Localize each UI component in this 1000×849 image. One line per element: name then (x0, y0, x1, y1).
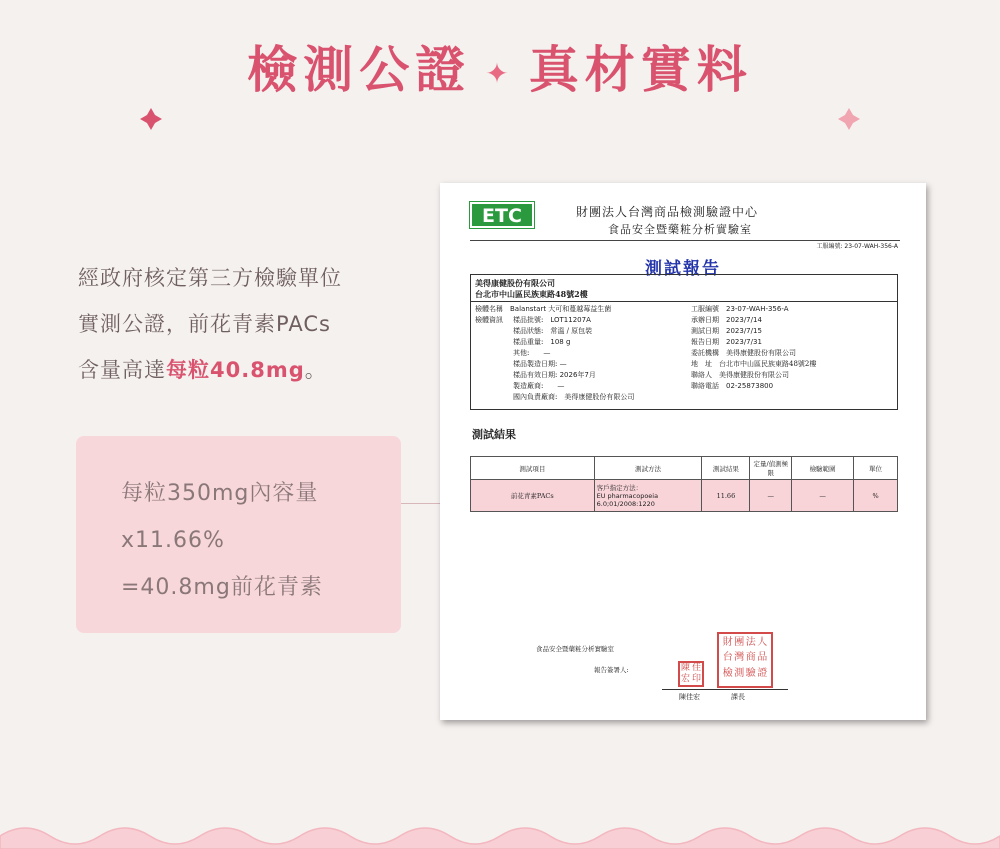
field-work-no: 工服編號 23-07-WAH-356-A (691, 305, 789, 313)
client-address: 台北市中山區民族東路48號2樓 (475, 289, 588, 299)
cell-range: — (792, 480, 854, 512)
etc-logo: ETC (470, 202, 534, 228)
method-line-3: 6.0;01/2008:1220 (596, 500, 655, 508)
description-line-3-end: 。 (304, 358, 327, 382)
cell-result: 11.66 (702, 480, 750, 512)
description-line-1: 經政府核定第三方檢驗單位 (78, 266, 342, 290)
results-label: 測試結果 (472, 428, 516, 441)
field-client-address: 地 址 台北市中山區民族東路48號2樓 (691, 360, 817, 368)
page-title (0, 30, 1000, 102)
client-company: 美得康健股份有限公司 (475, 278, 555, 288)
table-header-row (471, 457, 898, 480)
field-accept-date: 承辦日期 2023/7/14 (691, 316, 762, 324)
field-sample-group: 檢體資訊 (475, 316, 503, 324)
personal-seal: 陳 佳 宏 印 (678, 661, 704, 687)
field-batch: 樣品批號: LOT11207A (513, 316, 591, 324)
field-client: 委託機構 美得康健股份有限公司 (691, 349, 796, 357)
wave-border (0, 814, 1000, 849)
field-report-date: 報告日期 2023/7/31 (691, 338, 762, 346)
test-report-document (440, 183, 926, 720)
field-test-date: 測試日期 2023/7/15 (691, 327, 762, 335)
field-exp-date: 樣品有效日期: 2026年7月 (513, 371, 596, 379)
col-range: 檢驗範圍 (792, 457, 854, 480)
official-seal: 財 團 法 人 台 灣 商 品 檢 測 驗 證 (717, 632, 773, 688)
field-mfg-date: 樣品製造日期: — (513, 360, 567, 368)
field-domestic: 國內負責廠商: 美得康健股份有限公司 (513, 393, 635, 401)
calc-line-3: =40.8mg前花青素 (121, 575, 323, 600)
info-divider (471, 301, 897, 302)
signer-name: 陳佳宏 (679, 693, 700, 701)
signature-line (662, 689, 788, 690)
org-name: 財團法人台灣商品檢測驗證中心 (576, 205, 759, 219)
info-box (470, 274, 898, 410)
signer-label: 報告簽署人: (594, 666, 629, 674)
cell-limit: — (750, 480, 792, 512)
field-other: 其他: — (513, 349, 551, 357)
title-right: 真材實料 (528, 41, 753, 99)
method-line-1: 客戶指定方法： (596, 484, 643, 492)
field-manufacturer: 製造廠商: — (513, 382, 565, 390)
col-method: 測試方法 (594, 457, 702, 480)
lab-name: 食品安全暨藥粧分析實驗室 (608, 223, 752, 236)
calc-line-2: x11.66% (121, 528, 225, 553)
col-unit: 單位 (854, 457, 898, 480)
signer-title: 課長 (731, 693, 745, 701)
method-line-2: EU pharmacopoeia (596, 492, 659, 500)
calculation-box (76, 436, 401, 633)
report-title: 測試報告 (645, 259, 721, 279)
results-table (470, 456, 898, 512)
sparkle-icon: ✦ (485, 57, 515, 90)
report-number-top: 工服編號: 23-07-WAH-356-A (816, 243, 898, 250)
cell-method (594, 480, 702, 512)
field-sample-name: 檢體名稱 Balanstart 大可和蔓越莓益生菌 (475, 305, 612, 313)
calc-line-1: 每粒350mg內容量 (121, 481, 319, 506)
cell-item: 前花青素PACs (471, 480, 595, 512)
title-left: 檢測公證 (247, 41, 472, 99)
field-weight: 樣品重量: 108 g (513, 338, 571, 346)
description (78, 255, 418, 393)
description-line-3-text: 含量高達 (78, 358, 166, 382)
description-line-2: 實測公證，前花青素PACs (78, 312, 331, 336)
field-status: 樣品狀態: 常溫 / 原包裝 (513, 327, 593, 335)
title-divider (140, 108, 860, 130)
col-item: 測試項目 (471, 457, 595, 480)
table-row (471, 480, 898, 512)
field-phone: 聯絡電話 02-25873800 (691, 382, 774, 390)
lab-sign-label: 食品安全暨藥粧分析實驗室 (536, 645, 614, 653)
field-contact: 聯絡人 美得康健股份有限公司 (691, 371, 789, 379)
cell-unit: % (854, 480, 898, 512)
col-result: 測試結果 (702, 457, 750, 480)
highlight-dose: 每粒40.8mg (166, 358, 305, 382)
description-line-3 (78, 347, 418, 393)
col-limit: 定量/偵測極限 (750, 457, 792, 480)
